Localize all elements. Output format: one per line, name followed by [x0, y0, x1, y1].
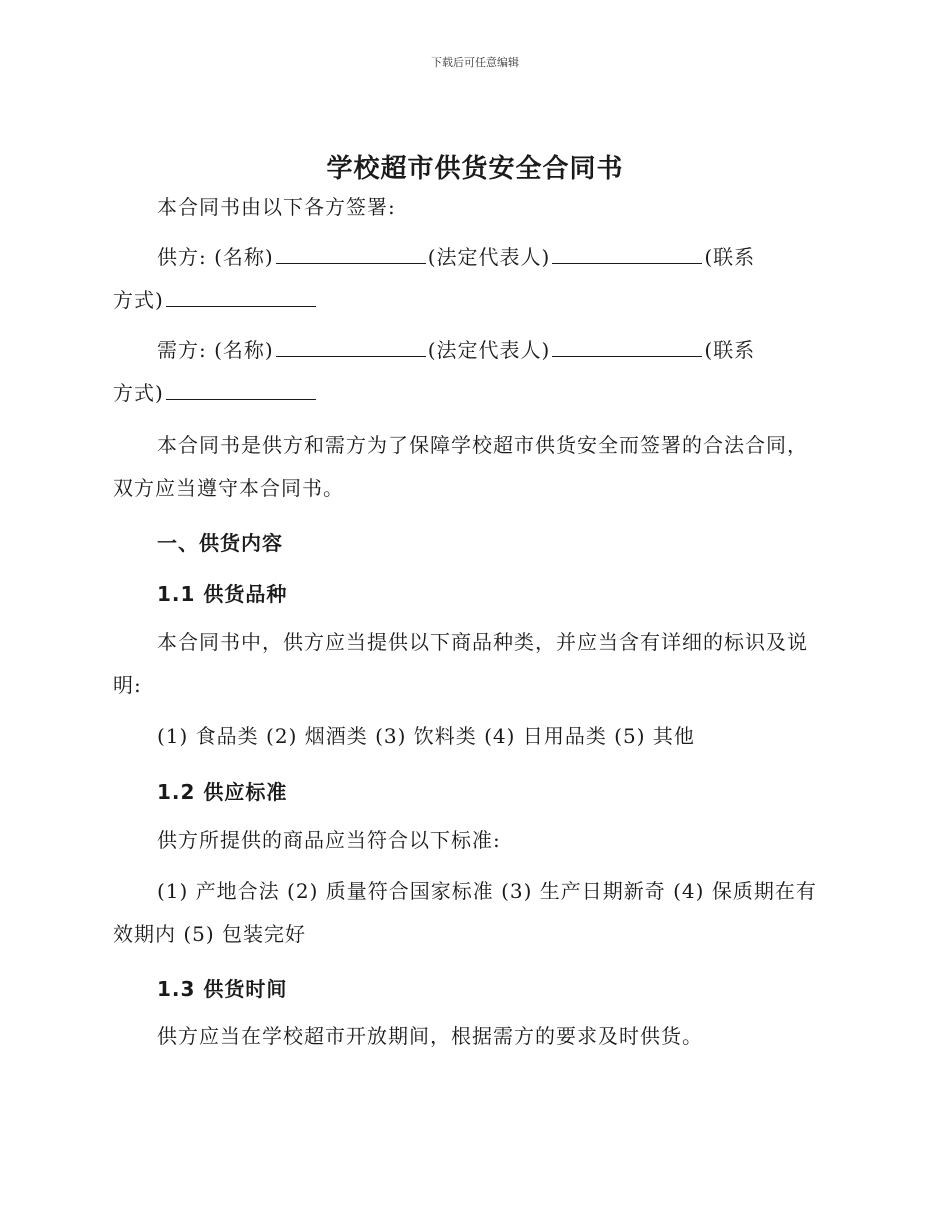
- buyer-rep-label: (法定代表人): [427, 338, 551, 362]
- supplier-name-blank[interactable]: [276, 237, 426, 264]
- section1-2-heading: 1.2 供应标准: [157, 780, 288, 804]
- section1-2-text: 供方所提供的商品应当符合以下标准:: [157, 828, 501, 852]
- section1-2-items: (1) 产地合法 (2) 质量符合国家标准 (3) 生产日期新奇 (4) 保质期在有效期内 (5) 包装完好: [113, 879, 817, 946]
- supplier-contact-blank[interactable]: [166, 280, 316, 307]
- section1-heading: 一、供货内容: [157, 531, 283, 555]
- buyer-name-blank[interactable]: [276, 330, 426, 357]
- section1-1-items: (1) 食品类 (2) 烟酒类 (3) 饮料类 (4) 日用品类 (5) 其他: [157, 724, 695, 748]
- header-note: 下载后可任意编辑: [431, 56, 519, 69]
- buyer-contact-label-cont: 方式): [113, 381, 164, 405]
- section1-3-text: 供方应当在学校超市开放期间，根据需方的要求及时供货。: [157, 1024, 703, 1048]
- section1-1-heading: 1.1 供货品种: [157, 582, 288, 606]
- supplier-contact-label: (联系: [704, 245, 756, 269]
- supplier-prefix: 供方: (名称): [157, 245, 274, 269]
- buyer-paragraph: [113, 329, 828, 415]
- section1-3-heading: 1.3 供货时间: [157, 977, 288, 1001]
- intro-paragraph: 本合同书由以下各方签署:: [157, 195, 396, 219]
- supplier-contact-label-cont: 方式): [113, 288, 164, 312]
- buyer-rep-blank[interactable]: [552, 330, 702, 357]
- section1-1-text: 本合同书中，供方应当提供以下商品种类，并应当含有详细的标识及说明:: [113, 630, 808, 697]
- buyer-prefix: 需方: (名称): [157, 338, 274, 362]
- supplier-rep-blank[interactable]: [552, 237, 702, 264]
- supplier-rep-label: (法定代表人): [427, 245, 551, 269]
- supplier-paragraph: [113, 236, 828, 322]
- purpose-paragraph: 本合同书是供方和需方为了保障学校超市供货安全而签署的合法合同，双方应当遵守本合同书。: [113, 433, 808, 500]
- buyer-contact-blank[interactable]: [166, 373, 316, 400]
- buyer-contact-label: (联系: [704, 338, 756, 362]
- document-title: 学校超市供货安全合同书: [326, 154, 624, 184]
